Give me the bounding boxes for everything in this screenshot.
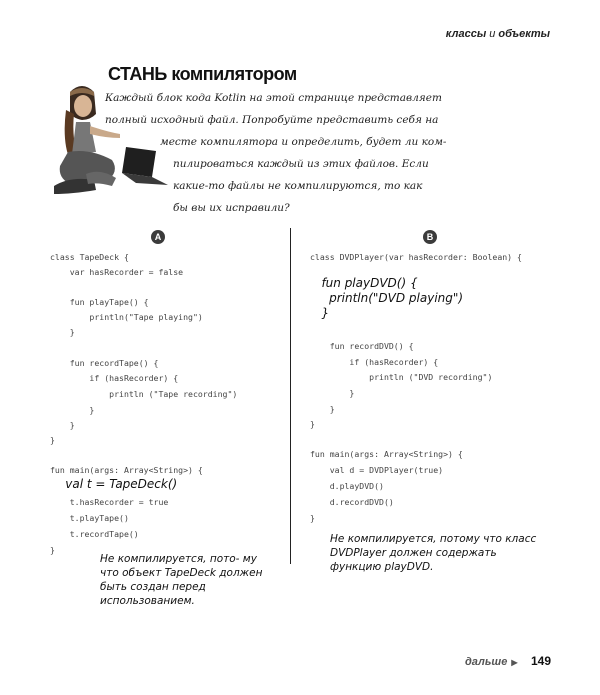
code-line: class TapeDeck { xyxy=(50,252,129,262)
intro-line: бы вы их исправили? xyxy=(173,202,290,214)
intro-line: Каждый блок кода Kotlin на этой странице представляет xyxy=(105,92,442,104)
code-line: fun playTape() { xyxy=(50,297,149,307)
header-title-sep: и xyxy=(489,28,496,40)
code-line: t.recordTape() xyxy=(50,529,139,539)
header-title-part1: классы xyxy=(445,28,487,40)
section-header xyxy=(446,28,550,40)
code-line: var hasRecorder = false xyxy=(50,267,184,277)
code-line: } xyxy=(310,513,315,523)
header-title-part2: объекты xyxy=(498,28,550,40)
code-line: } xyxy=(50,435,55,445)
code-line: d.playDVD() xyxy=(310,481,384,491)
code-line-added: println("DVD playing") xyxy=(310,291,464,305)
code-line: fun main(args: Array<String>) { xyxy=(310,449,463,459)
answer-note-b: Не компилируется, потому что класс DVDPlayer должен содержать функцию playDVD. xyxy=(330,533,537,573)
code-line: println ("DVD recording") xyxy=(310,372,493,382)
arrow-right-icon: ▶ xyxy=(511,658,518,667)
section-a-badge: A xyxy=(151,230,165,244)
code-line: fun recordTape() { xyxy=(50,358,159,368)
code-line: } xyxy=(50,405,95,415)
intro-line: пилироваться каждый из этих файлов. Если xyxy=(173,158,429,170)
code-line: t.hasRecorder = true xyxy=(50,497,169,507)
code-line: } xyxy=(310,419,315,429)
code-block-b xyxy=(310,252,560,522)
code-line: t.playTape() xyxy=(50,513,129,523)
intro-line: месте компилятора и определить, будет ли ком- xyxy=(160,136,447,148)
column-divider xyxy=(290,228,291,564)
code-line: } xyxy=(50,327,75,337)
next-page-link[interactable] xyxy=(465,656,517,668)
code-line-added: val t = TapeDeck() xyxy=(50,477,178,491)
code-line: if (hasRecorder) { xyxy=(310,357,439,367)
code-line: println ("Tape recording") xyxy=(50,389,238,399)
code-line: fun recordDVD() { xyxy=(310,341,414,351)
code-line-added: fun playDVD() { xyxy=(310,276,418,290)
intro-line: какие-то файлы не компилируются, то как xyxy=(173,180,423,192)
code-line: if (hasRecorder) { xyxy=(50,373,179,383)
exercise-intro xyxy=(105,87,447,219)
code-line: fun main(args: Array<String>) { xyxy=(50,465,203,475)
section-b-badge: B xyxy=(423,230,437,244)
code-block-a xyxy=(50,252,285,562)
code-line: } xyxy=(50,545,55,555)
page-number: 149 xyxy=(531,654,552,668)
exercise-title: СТАНЬ компилятором xyxy=(108,64,297,84)
code-line: d.recordDVD() xyxy=(310,497,394,507)
answer-note-a: Не компилируется, пото- му что объект TapeDeck должен быть создан перед использованием. xyxy=(100,553,263,607)
code-line-added: } xyxy=(310,306,330,320)
code-line: } xyxy=(50,420,75,430)
code-line: } xyxy=(310,404,335,414)
code-line: } xyxy=(310,388,355,398)
intro-line: полный исходный файл. Попробуйте представить себя на xyxy=(105,114,439,126)
next-page-label: дальше xyxy=(465,656,508,668)
code-line: println("Tape playing") xyxy=(50,312,203,322)
code-line: val d = DVDPlayer(true) xyxy=(310,465,444,475)
code-line: class DVDPlayer(var hasRecorder: Boolean) { xyxy=(310,252,522,262)
